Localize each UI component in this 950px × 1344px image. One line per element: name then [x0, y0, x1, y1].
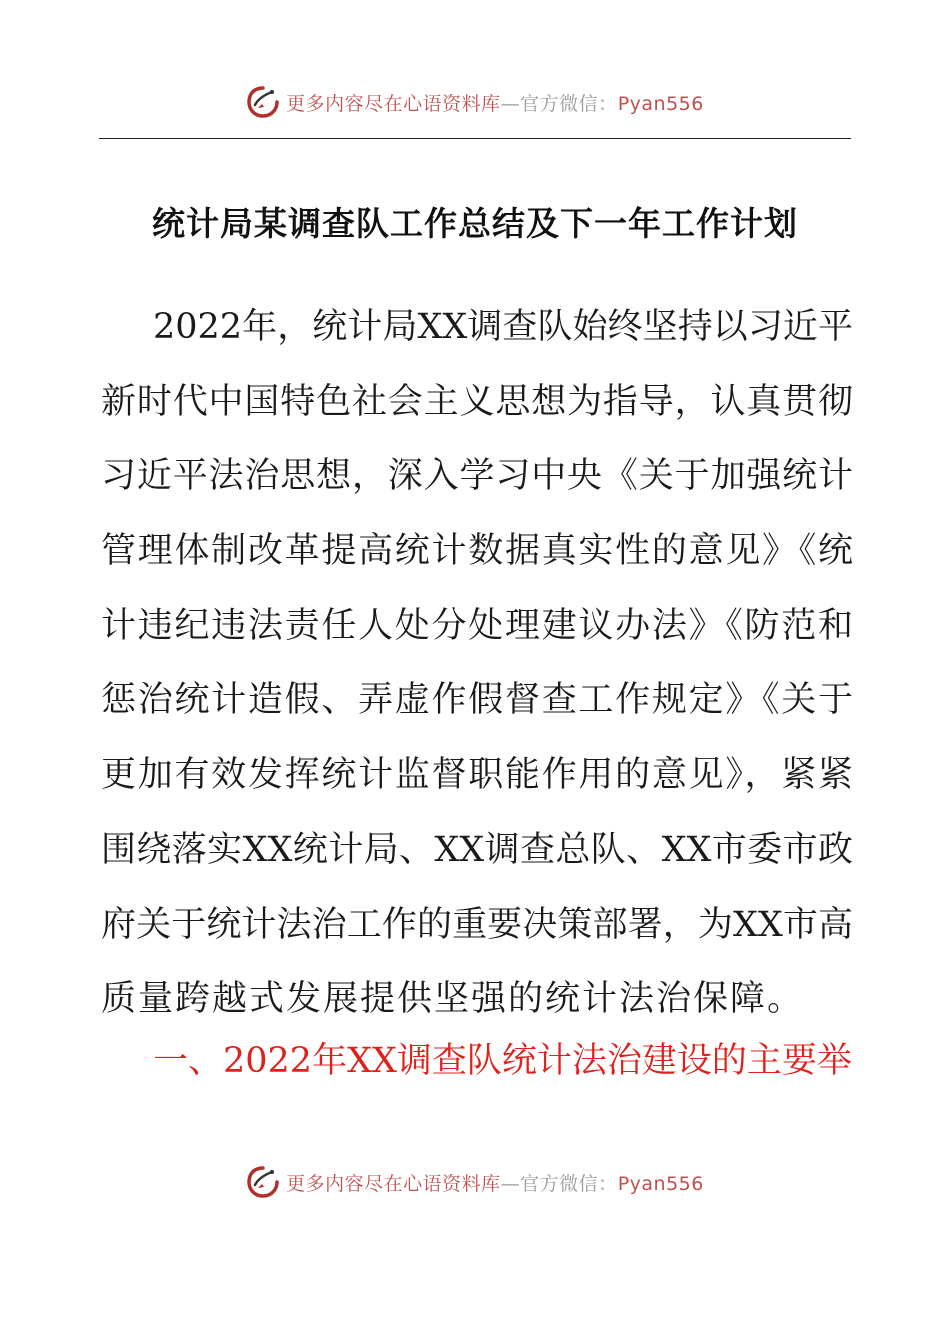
- paragraph-line: 管理体制改革提高统计数据真实性的意见》《统: [101, 531, 853, 572]
- header-divider: [99, 138, 851, 139]
- paragraph-line: 质量跨越式发展提供坚强的统计法治保障。: [101, 979, 805, 1020]
- paragraph-line: 新时代中国特色社会主义思想为指导，认真贯彻: [101, 381, 853, 422]
- paragraph-line: 计违纪违法责任人处分处理建议办法》《防范和: [101, 605, 853, 646]
- paragraph-line: 围绕落实XX统计局、XX调查总队、XX市委市政: [101, 829, 853, 870]
- document-title: 统计局某调查队工作总结及下一年工作计划: [152, 204, 798, 243]
- paragraph-line: 惩治统计造假、弄虚作假督查工作规定》《关于: [101, 680, 853, 721]
- wechat-label: 官方微信：: [520, 1172, 618, 1195]
- header-banner-content: [246, 85, 704, 119]
- body-paragraph: [101, 290, 853, 1037]
- wechat-id: Pyan556: [617, 92, 704, 115]
- wechat-label: 官方微信：: [520, 92, 618, 115]
- promo-text: 更多内容尽在心语资料库: [286, 1172, 501, 1195]
- banner-separator: —: [500, 92, 521, 115]
- paragraph-line: 2022年，统计局XX调查队始终坚持以习近平: [153, 307, 853, 347]
- banner-separator: —: [500, 1172, 521, 1195]
- section-heading: 一、2022年XX调查队统计法治建设的主要举: [153, 1041, 852, 1081]
- paragraph-line: 府关于统计法治工作的重要决策部署，为XX市高: [101, 904, 853, 945]
- wechat-id: Pyan556: [617, 1172, 704, 1195]
- header-banner-text: [286, 89, 704, 116]
- paragraph-line: 更加有效发挥统计监督职能作用的意见》，紧紧: [101, 755, 853, 796]
- header-watermark-banner: [0, 82, 950, 122]
- promo-text: 更多内容尽在心语资料库: [286, 92, 501, 115]
- brush-circle-logo-icon: [246, 1165, 280, 1199]
- paragraph-line: 习近平法治思想，深入学习中央《关于加强统计: [101, 456, 853, 497]
- footer-banner-content: [246, 1165, 704, 1199]
- footer-banner-text: [286, 1169, 704, 1196]
- footer-watermark-banner: [0, 1162, 950, 1202]
- brush-circle-logo-icon: [246, 85, 280, 119]
